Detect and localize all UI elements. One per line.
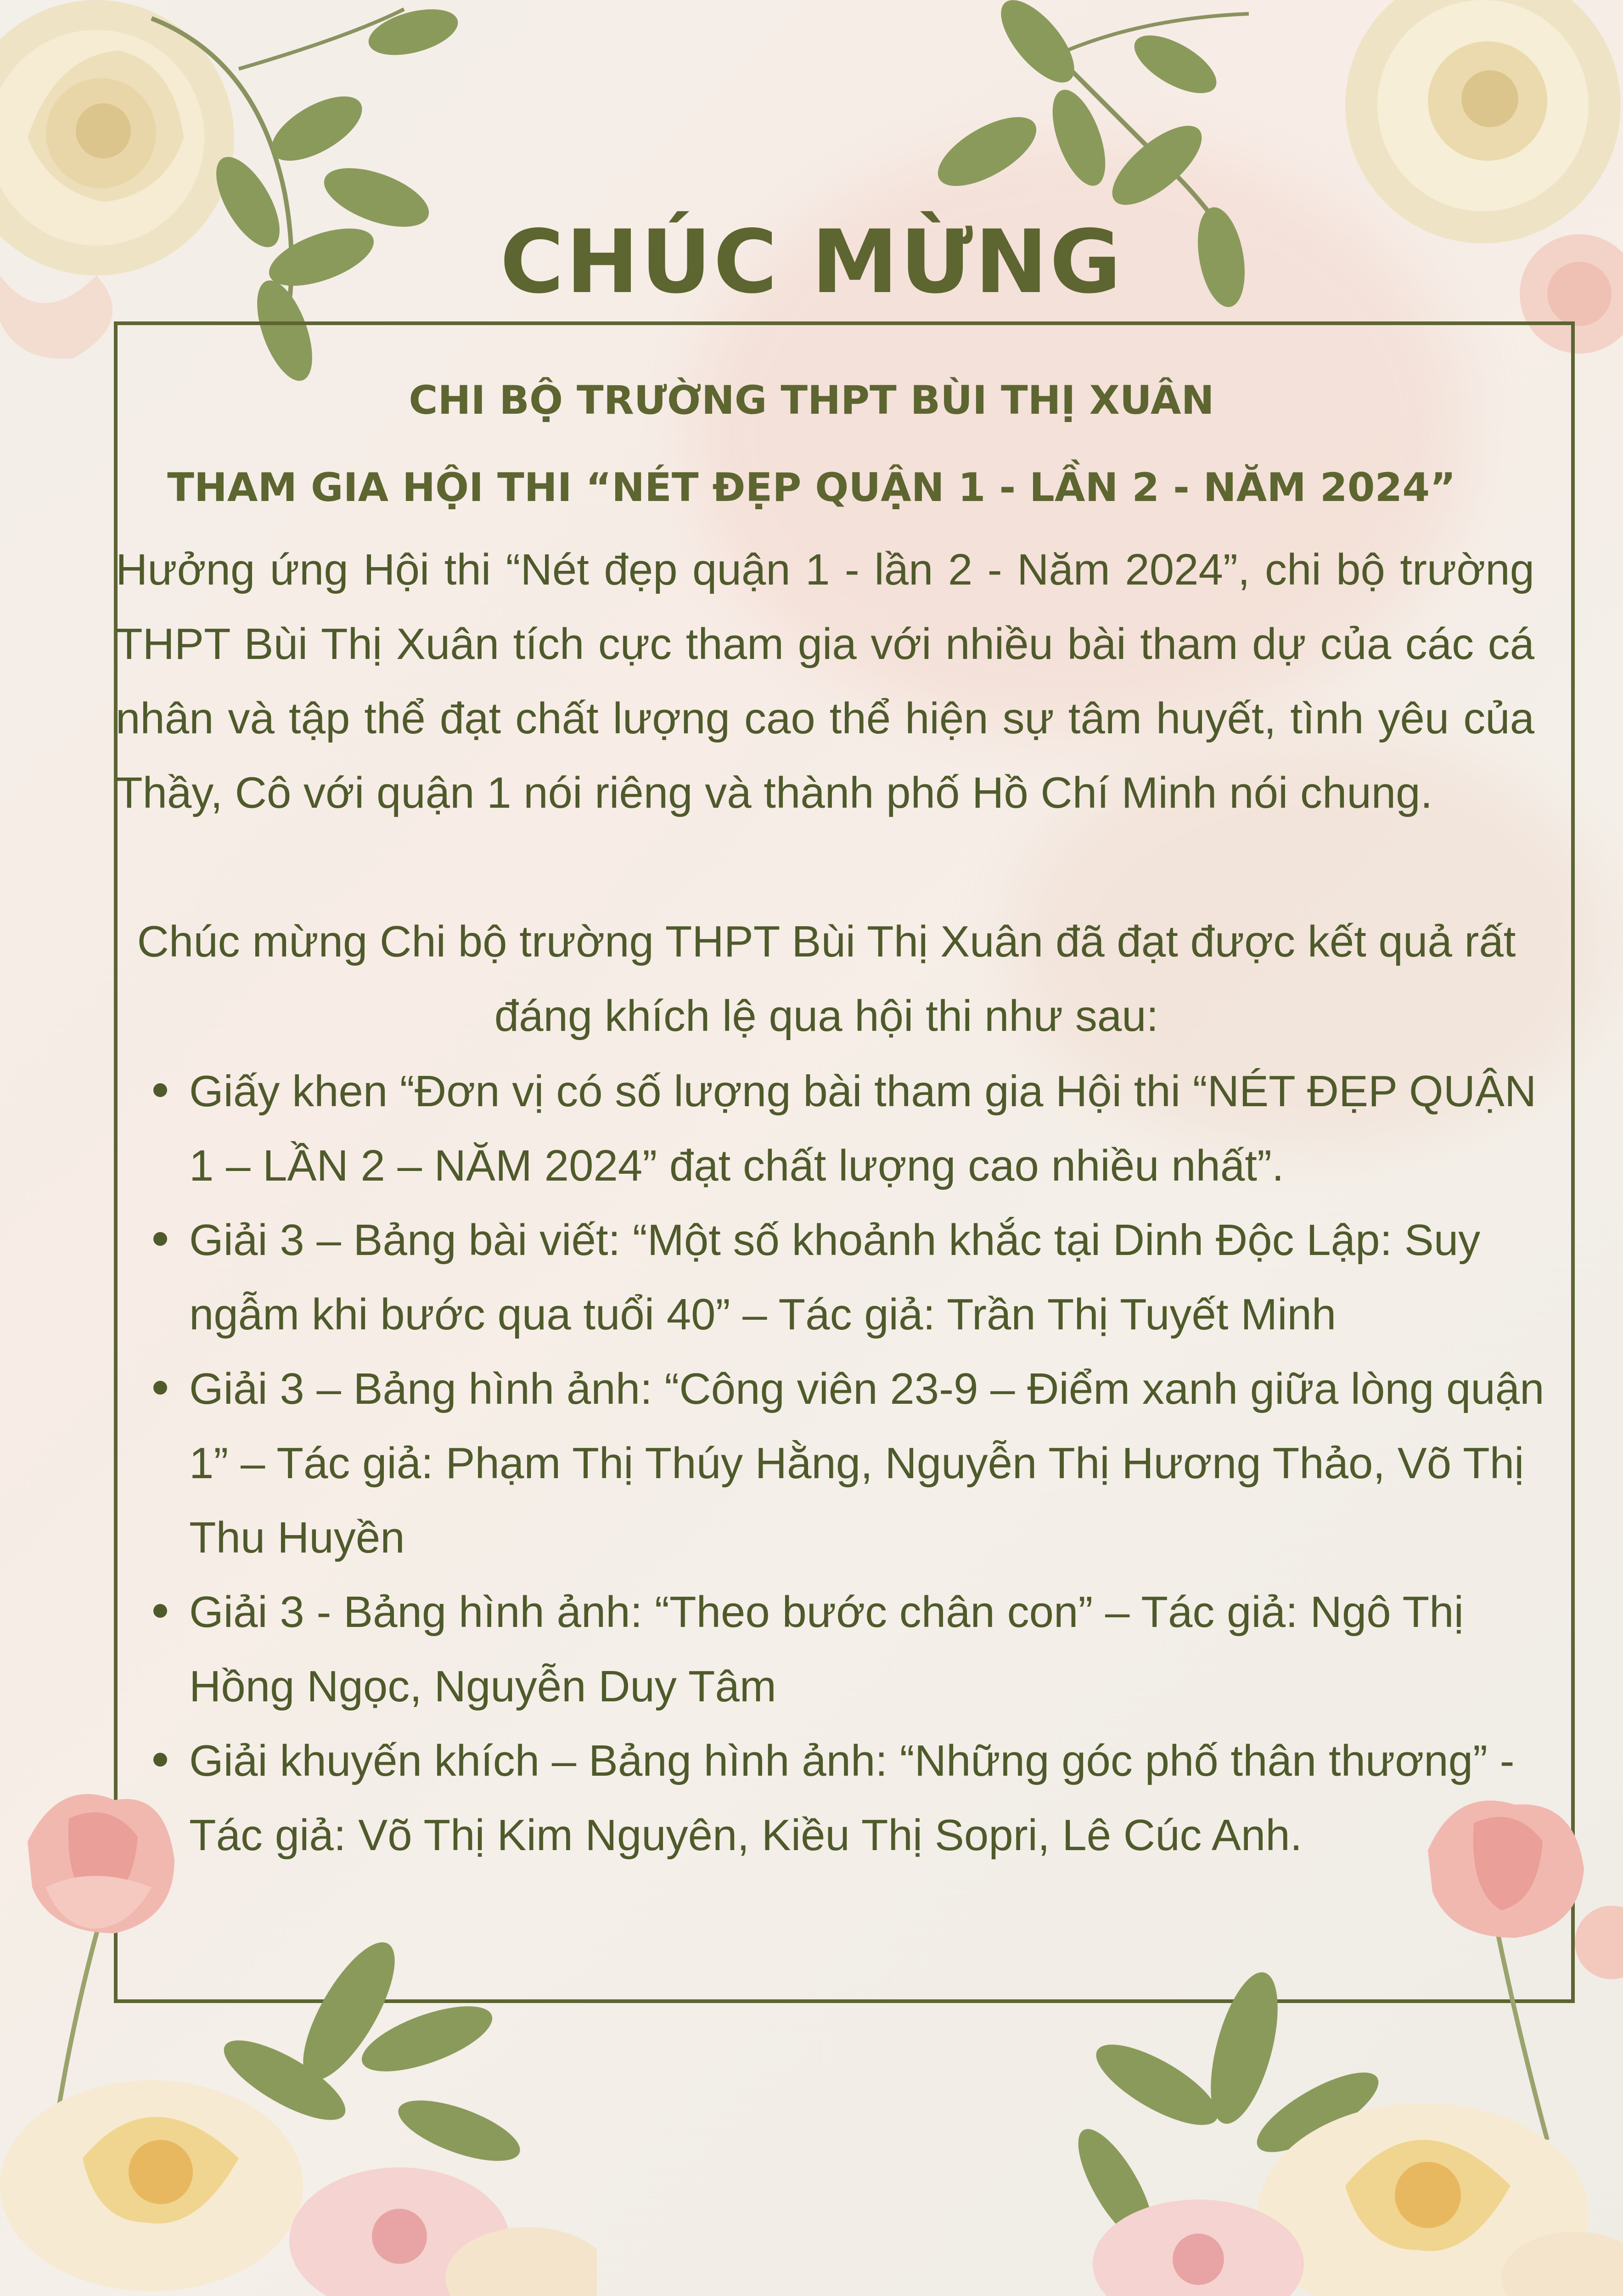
- list-item: [138, 1352, 1552, 1575]
- award-text: Giải 3 – Bảng bài viết: “Một số khoảnh khắc tại Dinh Độc Lập: Suy ngẫm khi bước qua tuổi 40” – Tác giả: Trần Thị Tuyết Minh: [189, 1216, 1481, 1339]
- intro-paragraph: Hưởng ứng Hội thi “Nét đẹp quận 1 - lần 2 - Năm 2024”, chi bộ trường THPT Bùi Thị Xuân tích cực tham gia với nhiều bài tham dự của các cá nhân và tập thể đạt chất lượng cao thể hiện sự tâm huyết, tình yêu của Thầy, Cô với quận 1 nói riêng và thành phố Hồ Chí Minh nói chung.: [116, 545, 1534, 817]
- award-text: Giấy khen “Đơn vị có số lượng bài tham gia Hội thi “NÉT ĐẸP QUẬN 1 – LẦN 2 – NĂM 2024” đạt chất lượng cao nhiều nhất”.: [189, 1067, 1537, 1190]
- bullet-icon: [153, 1083, 167, 1097]
- bullet-icon: [153, 1604, 167, 1618]
- congrats-paragraph: Chúc mừng Chi bộ trường THPT Bùi Thị Xuân đã đạt được kết quả rất đáng khích lệ qua hội thi như sau:: [137, 917, 1516, 1041]
- awards-list: [138, 1054, 1552, 1873]
- bottom-right-flowers: [941, 1791, 1623, 2296]
- lily-icon: [0, 2080, 597, 2296]
- list-item: [138, 1203, 1552, 1352]
- award-text: Giải 3 – Bảng hình ảnh: “Công viên 23-9 – Điểm xanh giữa lòng quận 1” – Tác giả: Phạm Thị Thúy Hằng, Nguyễn Thị Hương Thảo, Võ Thị Thu Huyền: [189, 1364, 1544, 1562]
- bullet-icon: [153, 1232, 167, 1246]
- list-item: [138, 1054, 1552, 1203]
- subtitle-line-1: CHI BỘ TRƯỜNG THPT BÙI THỊ XUÂN: [409, 377, 1214, 423]
- bullet-icon: [153, 1381, 167, 1395]
- page-title: CHÚC MỪNG: [500, 211, 1123, 313]
- award-text: Giải khuyến khích – Bảng hình ảnh: “Những góc phố thân thương” -Tác giả: Võ Thị Kim Nguyên, Kiều Thị Sopri, Lê Cúc Anh.: [189, 1736, 1515, 1860]
- subtitle-line-2: THAM GIA HỘI THI “NÉT ĐẸP QUẬN 1 - LẦN 2 - NĂM 2024”: [167, 465, 1456, 511]
- tulip-icon: [1428, 1801, 1623, 1979]
- list-item: [138, 1575, 1552, 1724]
- bullet-icon: [153, 1753, 167, 1767]
- award-text: Giải 3 - Bảng hình ảnh: “Theo bước chân con” – Tác giả: Ngô Thị Hồng Ngọc, Nguyễn Duy Tâm: [189, 1587, 1464, 1711]
- bottom-left-flowers: [0, 1782, 597, 2296]
- tulip-icon: [28, 1794, 174, 1933]
